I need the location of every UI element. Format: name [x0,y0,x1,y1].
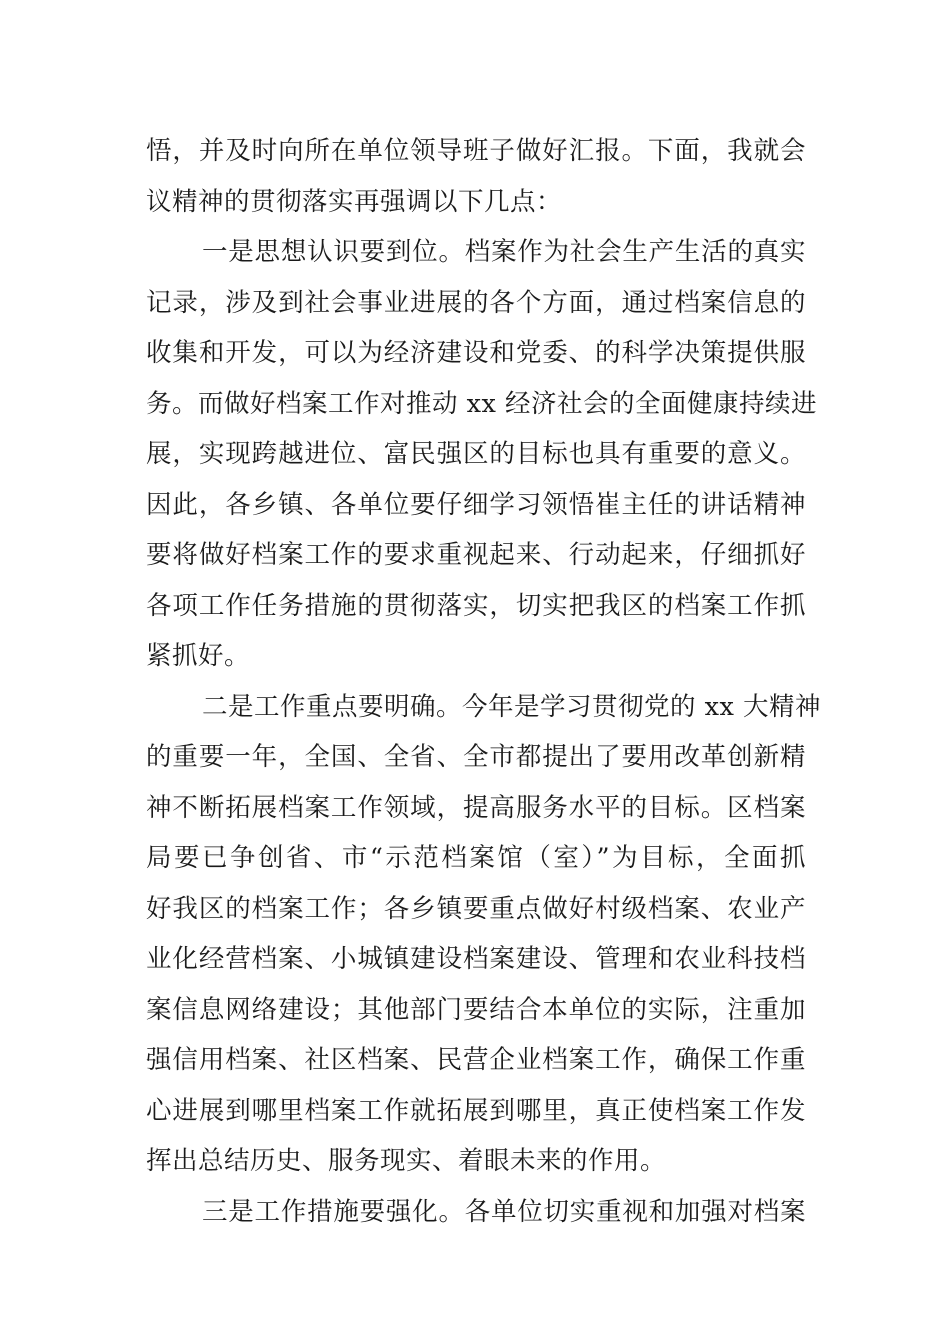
text-line: 收集和开发，可以为经济建设和党委、的科学决策提供服 [146,338,806,368]
text-line: 二是工作重点要明确。今年是学习贯彻党的 xx 大精神 [202,691,821,722]
text-line: 议精神的贯彻落实再强调以下几点： [146,186,563,217]
text-line: 的重要一年，全国、全省、全市都提出了要用改革创新精 [146,742,806,772]
text-line: 心进展到哪里档案工作就拓展到哪里，真正使档案工作发 [146,1095,806,1126]
text-line: 案信息网络建设；其他部门要结合本单位的实际，注重加 [146,994,806,1025]
text-line: 局要已争创省、市“示范档案馆（室）”为目标，全面抓 [146,843,806,873]
text-line: 展，实现跨越进位、富民强区的目标也具有重要的意义。 [146,439,806,469]
document-body [146,126,821,1237]
text-line: 悟，并及时向所在单位领导班子做好汇报。下面，我就会 [146,136,806,166]
text-line: 因此，各乡镇、各单位要仔细学习领悟崔主任的讲话精神 [146,489,806,520]
text-line: 三是工作措施要强化。各单位切实重视和加强对档案 [202,1196,806,1227]
text-line: 记录，涉及到社会事业进展的各个方面，通过档案信息的 [146,287,806,318]
text-line: 一是思想认识要到位。档案作为社会生产生活的真实 [202,237,806,267]
text-line: 业化经营档案、小城镇建设档案建设、管理和农业科技档 [146,944,806,974]
text-line: 要将做好档案工作的要求重视起来、行动起来，仔细抓好 [146,540,806,570]
text-line: 强信用档案、社区档案、民营企业档案工作，确保工作重 [146,1045,806,1075]
text-line: 好我区的档案工作；各乡镇要重点做好村级档案、农业产 [146,893,806,924]
text-line: 各项工作任务措施的贯彻落实，切实把我区的档案工作抓 [146,590,806,621]
text-line: 挥出总结历史、服务现实、着眼未来的作用。 [146,1146,667,1176]
text-line: 紧抓好。 [146,641,251,671]
text-line: 务。而做好档案工作对推动 xx 经济社会的全面健康持续进 [146,388,817,419]
text-line: 神不断拓展档案工作领域，提高服务水平的目标。区档案 [146,792,806,823]
